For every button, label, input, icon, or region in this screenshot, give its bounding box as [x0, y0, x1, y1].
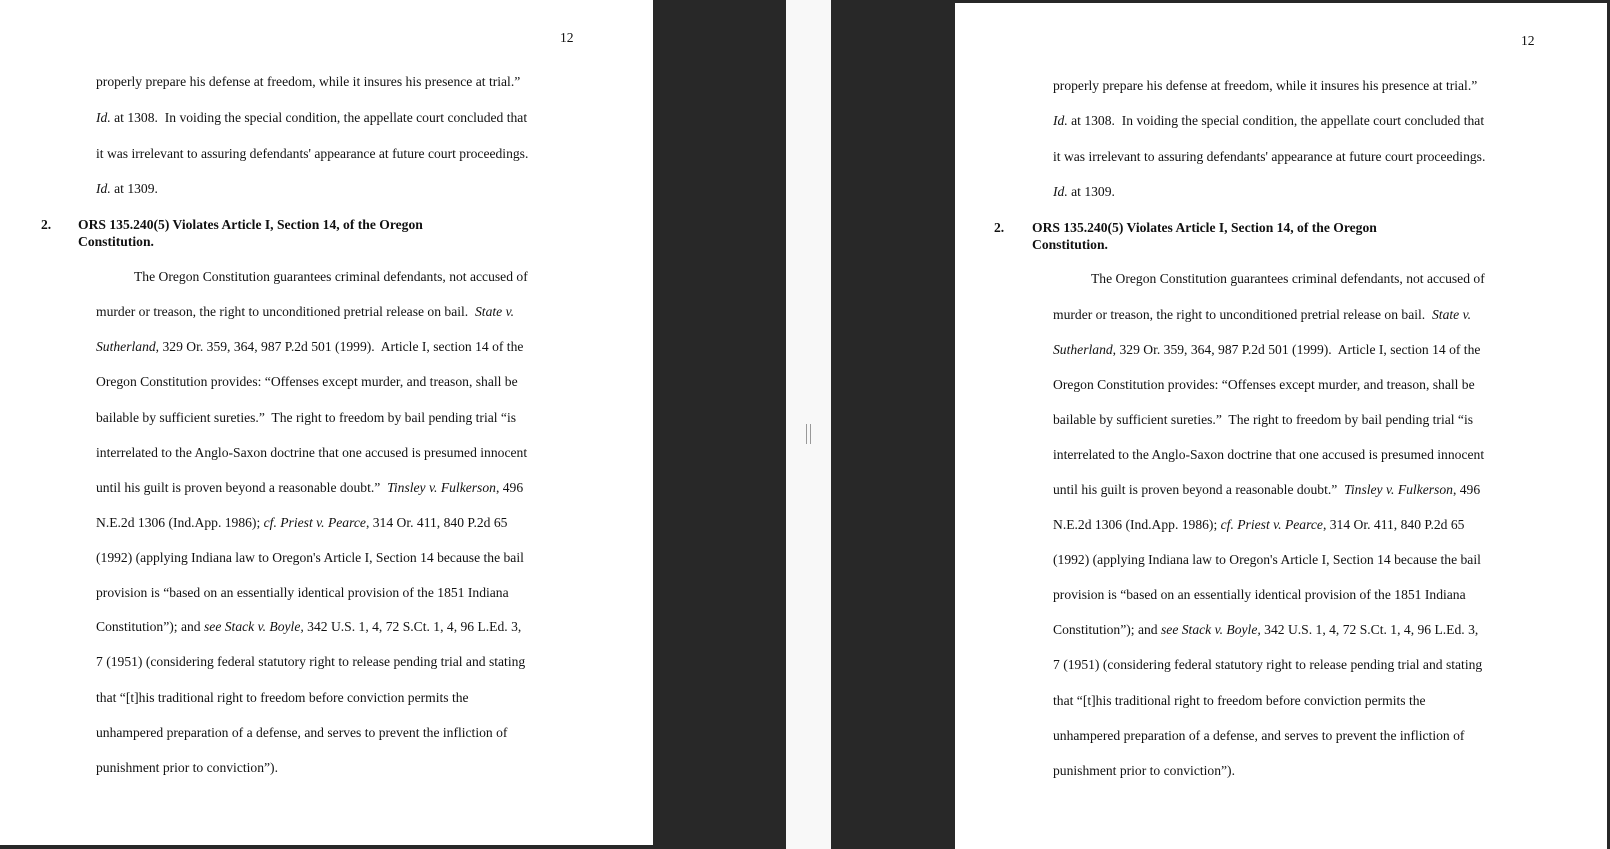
text-line [1053, 447, 1484, 463]
text-segment: bailable by sufficient sureties.” The right to freedom by bail pending trial “is [1053, 412, 1474, 427]
text-segment: provision is “based on an essentially identical provision of the 1851 Indiana [96, 585, 509, 600]
text-line [1053, 517, 1464, 533]
text-line [1053, 113, 1484, 129]
text-line [1053, 342, 1480, 358]
italic-citation: Sutherland [1053, 342, 1113, 357]
text-segment: until his guilt is proven beyond a reasonable doubt.” [1053, 482, 1345, 497]
page-number: 12 [560, 30, 574, 45]
italic-citation: see Stack v. Boyle, [1161, 622, 1261, 637]
text-segment: , 496 [495, 480, 524, 495]
italic-citation: Id. [96, 181, 111, 196]
text-line [96, 445, 527, 461]
text-segment: at 1309. [1067, 184, 1115, 199]
text-segment: at 1308. In voiding the special condition, the appellate court concluded that [110, 110, 528, 125]
text-line [96, 585, 509, 601]
text-line [1053, 149, 1485, 165]
text-segment: unhampered preparation of a defense, and serves to prevent the infliction of [1053, 728, 1465, 743]
text-segment: murder or treason, the right to unconditioned pretrial release on bail. [96, 304, 475, 319]
text-line [134, 269, 528, 285]
italic-citation: Id. [1053, 113, 1068, 128]
text-line [1053, 657, 1482, 673]
text-segment: (1992) (applying Indiana law to Oregon's Article I, Section 14 because the bail [96, 550, 524, 565]
text-line [1053, 482, 1480, 498]
text-segment: that “[t]his traditional right to freedom before conviction permits the [1053, 693, 1426, 708]
text-segment: unhampered preparation of a defense, and serves to prevent the infliction of [96, 725, 508, 740]
text-line [1053, 78, 1477, 94]
text-segment: it was irrelevant to assuring defendants' appearance at future court proceedings. [96, 146, 529, 161]
text-line [96, 339, 523, 355]
text-segment: Constitution”); and [96, 619, 204, 634]
text-line [96, 304, 514, 320]
text-segment: properly prepare his defense at freedom, while it insures his presence at trial.” [96, 74, 521, 89]
heading-number: 2. [994, 220, 1005, 235]
text-segment: Oregon Constitution provides: “Offenses except murder, and treason, shall be [96, 374, 518, 389]
text-line [1053, 728, 1464, 744]
text-line [96, 654, 525, 670]
text-line [96, 619, 521, 635]
right-document-pane[interactable] [831, 0, 1610, 849]
text-line [1053, 307, 1471, 323]
text-segment: at 1309. [110, 181, 158, 196]
page-number: 12 [1521, 33, 1535, 48]
text-segment: punishment prior to conviction”). [1053, 763, 1235, 778]
text-segment: bailable by sufficient sureties.” The right to freedom by bail pending trial “is [96, 410, 517, 425]
text-segment: N.E.2d 1306 (Ind.App. 1986); [96, 515, 264, 530]
text-line [96, 550, 524, 566]
text-line [96, 110, 527, 126]
italic-citation: cf. Priest v. Pearce [1220, 517, 1323, 532]
pane-splitter[interactable] [786, 0, 831, 849]
text-segment: properly prepare his defense at freedom, while it insures his presence at trial.” [1053, 78, 1478, 93]
italic-citation: Sutherland [96, 339, 156, 354]
text-line [96, 480, 523, 496]
text-segment: interrelated to the Anglo-Saxon doctrine that one accused is presumed innocent [1053, 447, 1485, 462]
italic-citation: Tinsley v. Fulkerson [387, 480, 496, 495]
italic-citation: State v. [1432, 307, 1472, 322]
text-line [1053, 552, 1481, 568]
text-segment: 342 U.S. 1, 4, 72 S.Ct. 1, 4, 96 L.Ed. 3, [303, 619, 522, 634]
text-segment: until his guilt is proven beyond a reasonable doubt.” [96, 480, 388, 495]
heading-line: Constitution. [1032, 237, 1108, 252]
text-segment: that “[t]his traditional right to freedom before conviction permits the [96, 690, 469, 705]
text-segment: at 1308. In voiding the special condition, the appellate court concluded that [1067, 113, 1485, 128]
text-segment: The Oregon Constitution guarantees criminal defendants, not accused of [1091, 271, 1485, 286]
italic-citation: Id. [96, 110, 111, 125]
text-segment: Oregon Constitution provides: “Offenses except murder, and treason, shall be [1053, 377, 1475, 392]
text-line [1053, 587, 1466, 603]
text-line [96, 410, 516, 426]
italic-citation: Id. [1053, 184, 1068, 199]
heading-line: ORS 135.240(5) Violates Article I, Section 14, of the Oregon [1032, 220, 1377, 235]
text-segment: murder or treason, the right to unconditioned pretrial release on bail. [1053, 307, 1432, 322]
italic-citation: cf. Priest v. Pearce [263, 515, 366, 530]
text-segment: N.E.2d 1306 (Ind.App. 1986); [1053, 517, 1221, 532]
text-segment: Constitution”); and [1053, 622, 1161, 637]
text-line [96, 374, 518, 390]
text-line [1053, 184, 1115, 200]
text-segment: , 496 [1452, 482, 1481, 497]
heading-number: 2. [41, 217, 52, 232]
splitter-grip-icon[interactable] [806, 424, 811, 444]
text-segment: 7 (1951) (considering federal statutory right to release pending trial and stating [96, 654, 526, 669]
text-line [96, 515, 507, 531]
text-line [96, 690, 469, 706]
text-segment: , 329 Or. 359, 364, 987 P.2d 501 (1999). Article I, section 14 of the [1112, 342, 1481, 357]
text-line [1053, 622, 1478, 638]
text-segment: 342 U.S. 1, 4, 72 S.Ct. 1, 4, 96 L.Ed. 3, [1260, 622, 1479, 637]
italic-citation: Tinsley v. Fulkerson [1344, 482, 1453, 497]
text-line [1053, 693, 1426, 709]
text-line [1053, 763, 1235, 779]
text-segment: it was irrelevant to assuring defendants' appearance at future court proceedings. [1053, 149, 1486, 164]
heading-line: Constitution. [78, 234, 154, 249]
italic-citation: see Stack v. Boyle, [204, 619, 304, 634]
text-segment: , 314 Or. 411, 840 P.2d 65 [365, 515, 508, 530]
text-line [1053, 412, 1473, 428]
text-segment: , 314 Or. 411, 840 P.2d 65 [1322, 517, 1465, 532]
text-line [96, 146, 528, 162]
italic-citation: State v. [475, 304, 515, 319]
text-line [1053, 377, 1475, 393]
text-line [96, 725, 507, 741]
text-segment: The Oregon Constitution guarantees criminal defendants, not accused of [134, 269, 528, 284]
right-document-page [955, 3, 1607, 849]
text-line [96, 181, 158, 197]
left-document-pane[interactable] [0, 0, 786, 849]
text-line [96, 760, 278, 776]
text-line [1091, 271, 1485, 287]
text-line [96, 74, 520, 90]
text-segment: interrelated to the Anglo-Saxon doctrine that one accused is presumed innocent [96, 445, 528, 460]
left-document-page [0, 0, 653, 845]
text-segment: 7 (1951) (considering federal statutory right to release pending trial and stating [1053, 657, 1483, 672]
heading-line: ORS 135.240(5) Violates Article I, Section 14, of the Oregon [78, 217, 423, 232]
text-segment: punishment prior to conviction”). [96, 760, 278, 775]
text-segment: (1992) (applying Indiana law to Oregon's Article I, Section 14 because the bail [1053, 552, 1481, 567]
text-segment: , 329 Or. 359, 364, 987 P.2d 501 (1999). Article I, section 14 of the [155, 339, 524, 354]
text-segment: provision is “based on an essentially identical provision of the 1851 Indiana [1053, 587, 1466, 602]
